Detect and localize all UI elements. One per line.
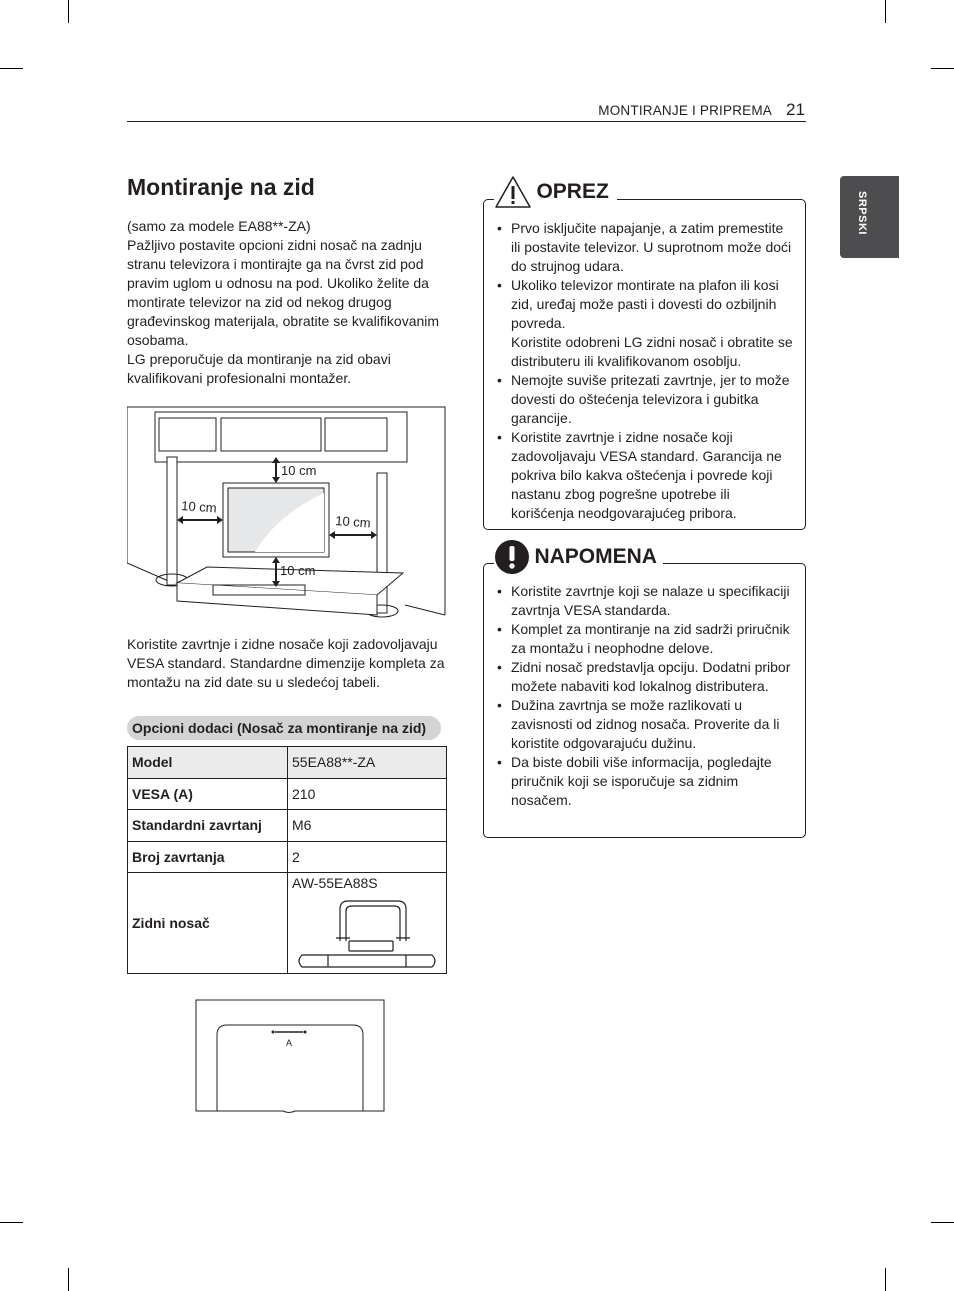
header-rule [127,121,806,122]
crop-mark [885,0,886,23]
row-key: Zidni nosač [128,873,288,974]
language-tab-label: SRPSKI [856,191,868,235]
table-caption: Opcioni dodaci (Nosač za montiranje na zid) [127,716,441,740]
page-number: 21 [786,100,805,119]
clearance-label-right: 10 cm [334,513,372,531]
wall-bracket-image [292,893,442,973]
crop-mark [931,68,954,69]
row-key: Standardni zavrtanj [128,810,288,842]
vesa-dimension-label: A [286,1038,293,1048]
note-header [494,539,663,575]
list-item: • Nemojte suviše pritezati zavrtnje, jer to može dovesti do oštećenja televizora i gubitka garancije. [497,371,795,428]
list-item: • Prvo isključite napajanje, a zatim premestite ili postavite televizor. U suprotnom može doći do strujnog udara. [497,219,795,276]
caution-header [494,175,617,209]
list-item-subtext: Koristite odobreni LG zidni nosač i obratite se distributeru ili kvalifikovanom osoblju. [511,334,793,369]
crop-mark [68,0,69,23]
crop-mark [0,68,23,69]
note-title: NAPOMENA [534,545,657,568]
page-title: Montiranje na zid [127,174,315,200]
table-row [128,873,447,974]
list-item-text: Ukoliko televizor montirate na plafon ili kosi zid, uređaj može pasti i dovesti do ozbiljnih povreda. [511,277,779,331]
crop-mark [931,1222,954,1223]
spec-table [127,746,447,974]
tv-back-diagram [195,999,387,1115]
list-item: • Koristite zavrtnje i zidne nosače koji zadovoljavaju VESA standard. Garancija ne pokriva bilo kakva oštećenja i povrede koji nastanu zbog pogrešne upotrebe ili korišćenja neodgovarajućeg pribora. [497,428,795,523]
list-item: • Koristite zavrtnje koji se nalaze u specifikaciji zavrtnja VESA standarda. [497,582,795,620]
language-tab [840,176,899,258]
row-value: AW-55EA88S [292,875,378,891]
crop-mark [885,1268,886,1291]
list-item: • Dužina zavrtnja se može razlikovati u zavisnosti od zidnog nosača. Proverite da li koristite odgovarajuću dužinu. [497,696,795,753]
row-key: Broj zavrtanja [128,841,288,873]
row-key: Model [128,747,288,779]
vesa-paragraph: Koristite zavrtnje i zidne nosače koji zadovoljavaju VESA standard. Standardne dimenzije kompleta za montažu na zid date su u sledećoj tabeli. [127,636,445,690]
clearance-label-bottom: 10 cm [280,563,316,578]
crop-mark [0,1222,23,1223]
crop-mark [68,1268,69,1291]
row-value: M6 [288,810,447,842]
list-item: • Zidni nosač predstavlja opciju. Dodatni pribor možete nabaviti kod lokalnog distributera. [497,658,795,696]
intro-paragraph-1: Pažljivo postavite opcioni zidni nosač na zadnju stranu televizora i montirajte ga na čvrst zid pod pravim uglom u odnosu na pod. Ukoliko želite da montirate televizor na zid od nekog drugog građevinskog materijala, obratite se kvalifikovanim osobama. [127,237,440,348]
caution-title: OPREZ [536,180,609,203]
list-item [497,276,795,371]
note-list [497,582,795,810]
list-item: • Da biste dobili više informacija, pogledajte priručnik koji se isporučuje sa zidnim nosačem. [497,753,795,810]
row-value: 55EA88**-ZA [288,747,447,779]
table-row [128,810,447,842]
table-row [128,747,447,779]
row-value: 2 [288,841,447,873]
clearance-label-left: 10 cm [180,498,218,516]
note-list-wrap [497,582,795,810]
exclamation-circle-icon [494,539,530,575]
table-row [128,841,447,873]
caution-list-wrap [497,219,795,523]
clearance-label-top: 10 cm [281,463,317,478]
wall-mount-illustration [127,405,447,620]
header-section-title: MONTIRANJE I PRIPREMA [598,103,772,118]
caution-list [497,219,795,523]
row-value: 210 [288,778,447,810]
intro-model-note: (samo za modele EA88**-ZA) [127,218,311,234]
intro-paragraph-2: LG preporučuje da montiranje na zid obavi kvalifikovani profesionalni montažer. [127,351,391,386]
table-row [128,778,447,810]
row-key: VESA (A) [128,778,288,810]
row-value-cell [288,873,447,974]
intro-text [127,217,457,388]
warning-triangle-icon [494,175,532,209]
list-item: • Komplet za montiranje na zid sadrži priručnik za montažu i neophodne delove. [497,620,795,658]
